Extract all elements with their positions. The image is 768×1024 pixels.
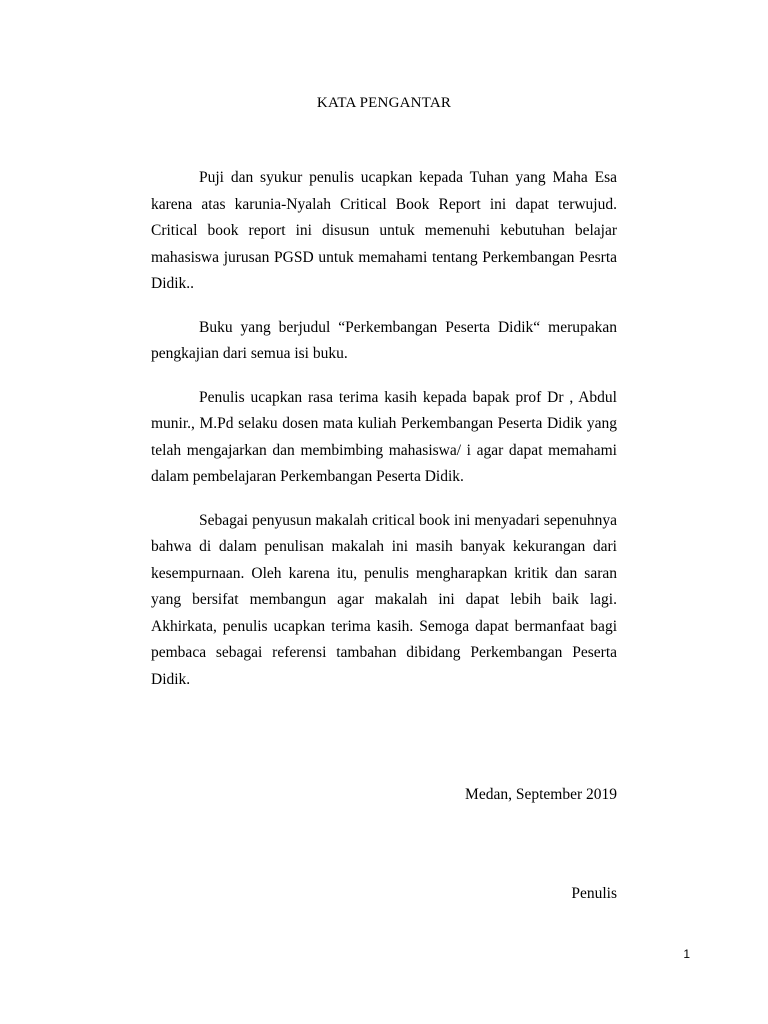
- paragraph-book-title: Buku yang berjudul “Perkembangan Peserta Didik“ merupakan pengkajian dari semua isi buku.: [151, 318, 617, 362]
- place-date: Medan, September 2019: [465, 786, 617, 803]
- page-number: 1: [683, 947, 690, 961]
- paragraph-closing: Sebagai penyusun makalah critical book ini menyadari sepenuhnya bahwa di dalam penulisan makalah ini masih banyak kekurangan dari kesempurnaan. Oleh karena itu, penulis mengharapkan kritik dan saran yang bersifat membangun agar makalah ini dapat lebih baik lagi. Akhirkata, penulis ucapkan terima kasih. Semoga dapat bermanfaat bagi pembaca sebagai referensi tambahan dibidang Perkembangan Peserta Didik.: [151, 511, 617, 688]
- page-title: KATA PENGANTAR: [316, 95, 452, 111]
- paragraph-thanks-lecturer: Penulis ucapkan rasa terima kasih kepada bapak prof Dr , Abdul munir., M.Pd selaku dosen mata kuliah Perkembangan Peserta Didik yang telah mengajarkan dan membimbing mahasiswa/ i agar dapat memahami dalam pembelajaran Perkembangan Peserta Didik.: [151, 388, 617, 485]
- document-body: [151, 165, 617, 710]
- paragraph-gratitude: Puji dan syukur penulis ucapkan kepada Tuhan yang Maha Esa karena atas karunia-Nyalah Critical Book Report ini dapat terwujud. Critical book report ini disusun untuk memenuhi kebutuhan belajar mahasiswa jurusan PGSD untuk memahami tentang Perkembangan Pesrta Didik..: [151, 169, 617, 292]
- author-signature: Penulis: [571, 885, 617, 902]
